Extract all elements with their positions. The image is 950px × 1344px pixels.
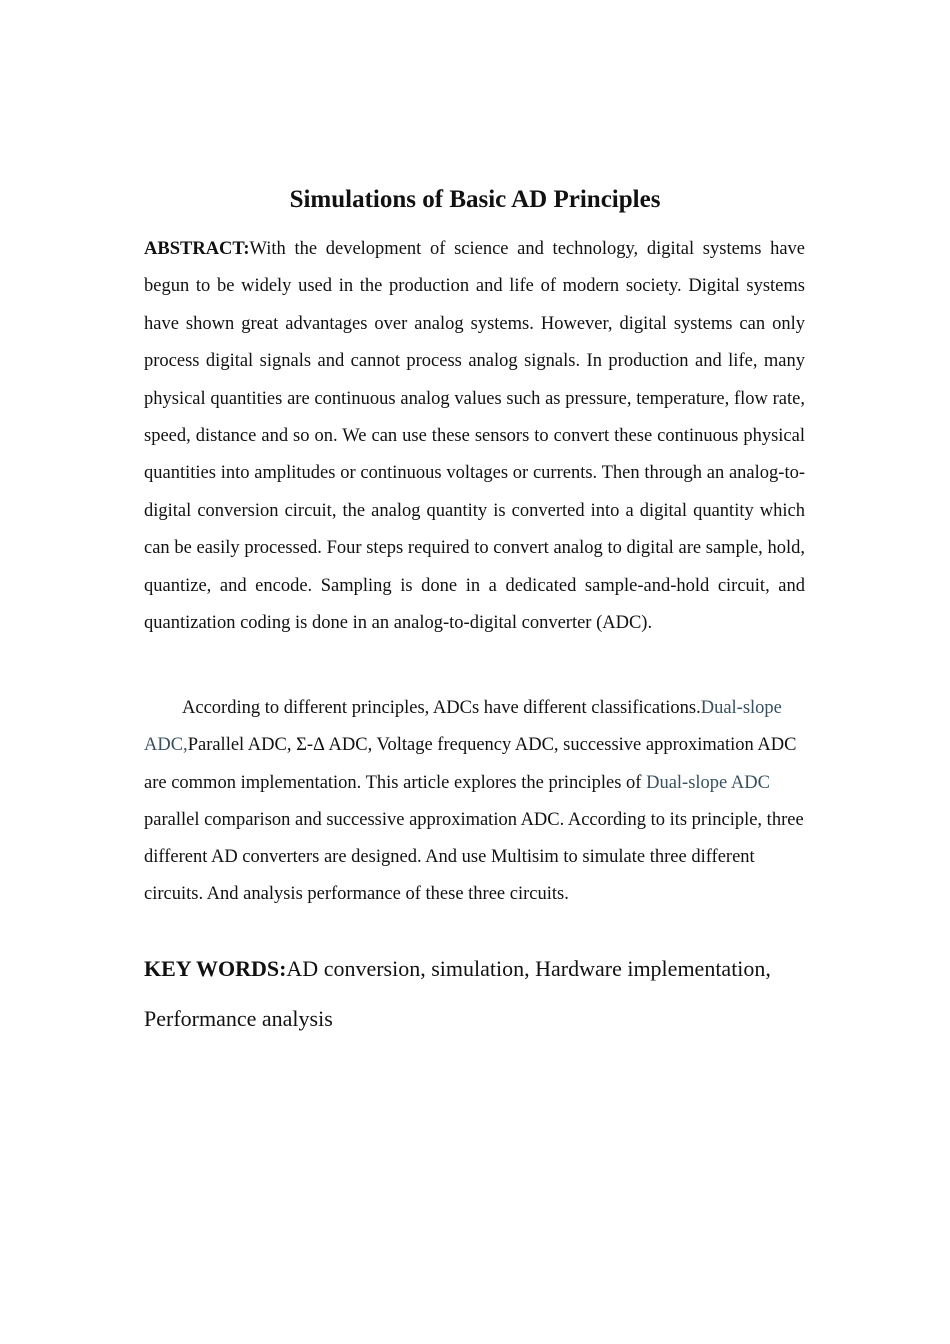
paragraph-text-1: According to different principles, ADCs have different classifications.	[182, 698, 701, 718]
paragraph-text-3: parallel comparison and successive approximation ADC. According to its principle, three different AD converters are designed. And use Multisim to simulate three different circuits. And analysis performance of these three circuits.	[144, 809, 804, 905]
document-title: Simulations of Basic AD Principles	[289, 186, 661, 213]
abstract-paragraph	[144, 231, 805, 642]
keywords-text: AD conversion, simulation, Hardware implementation, Performance analysis	[144, 956, 771, 1031]
abstract-label: ABSTRACT:	[144, 239, 250, 259]
abstract-text: With the development of science and technology, digital systems have begun to be widely used in the production and life of modern society. Digital systems have shown great advantages over analog systems. However, digital systems can only process digital signals and cannot process analog signals. In production and life, many physical quantities are continuous analog values such as pressure, temperature, flow rate, speed, distance and so on. We can use these sensors to convert these continuous physical quantities into amplitudes or continuous voltages or currents. Then through an analog-to-digital conversion circuit, the analog quantity is converted into a digital quantity which can be easily processed. Four steps required to convert analog to digital are sample, hold, quantize, and encode. Sampling is done in a dedicated sample-and-hold circuit, and quantization coding is done in an analog-to-digital converter (ADC).	[144, 239, 805, 634]
paragraph-text-2: Parallel ADC, Σ-Δ ADC, Voltage frequency ADC, successive approximation ADC are common implementation. This article explores the principles of	[144, 735, 797, 793]
dual-slope-link-2[interactable]: Dual-slope ADC	[646, 772, 770, 793]
classification-paragraph	[144, 690, 805, 914]
keywords-paragraph	[144, 944, 824, 1043]
dual-slope-link-1[interactable]: Dual-slope ADC,	[144, 698, 782, 756]
keywords-label: KEY WORDS:	[144, 956, 287, 981]
